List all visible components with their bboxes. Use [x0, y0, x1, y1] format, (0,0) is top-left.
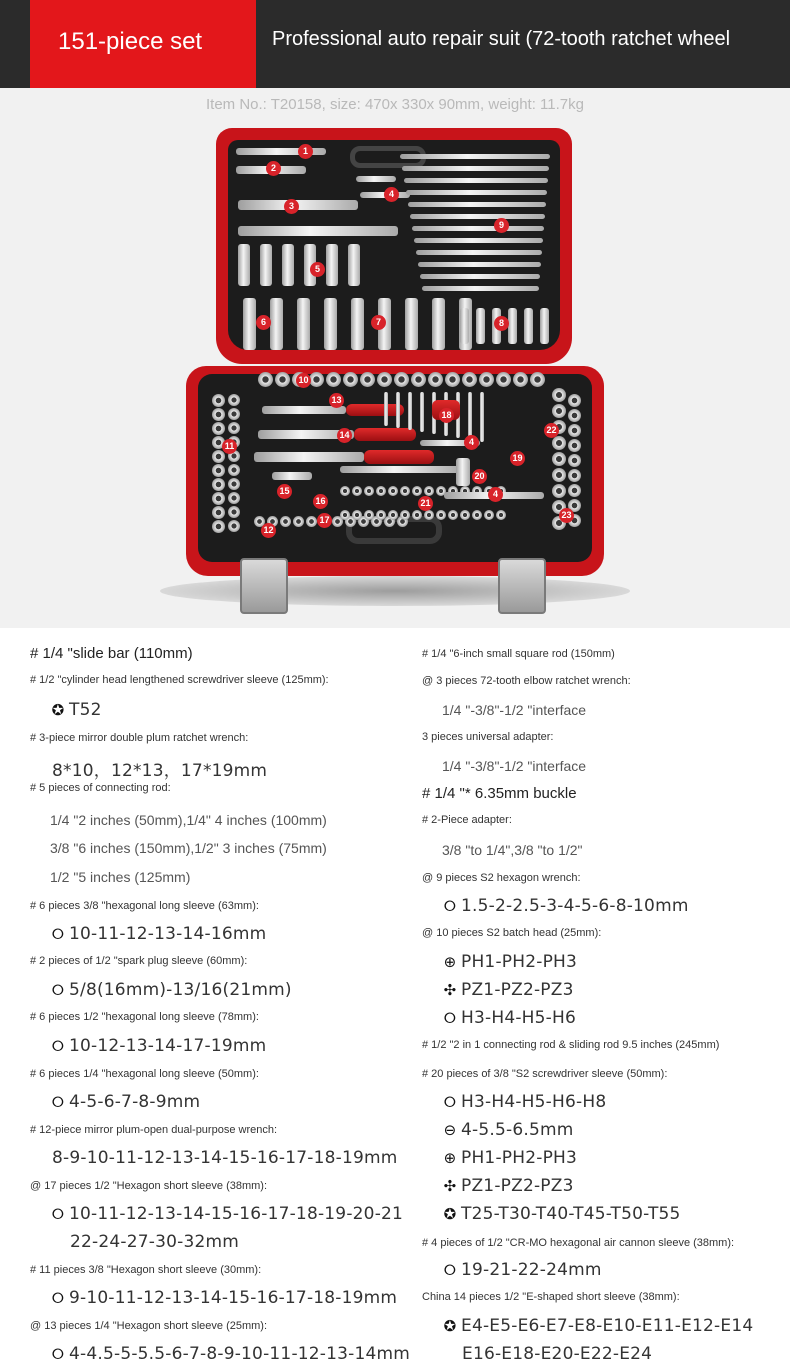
- list-item: [442, 1176, 574, 1196]
- bit-tool: [460, 510, 470, 520]
- combination-wrench-tool: [414, 238, 543, 243]
- item-text: 3/8 "to 1/4",3/8 "to 1/2": [442, 842, 583, 858]
- long-socket-tool: [508, 308, 517, 344]
- item-text: 1.5-2-2.5-3-4-5-6-8-10mm: [461, 896, 689, 916]
- piece-count-badge: 151-piece set: [30, 0, 256, 88]
- item-text: PZ1-PZ2-PZ3: [461, 980, 574, 1000]
- short-socket-tool: [212, 422, 225, 435]
- list-item: [50, 1092, 200, 1112]
- short-socket-tool: [212, 464, 225, 477]
- item-text: 5/8(16mm)-13/16(21mm): [69, 980, 292, 1000]
- short-socket-tool: [228, 464, 240, 476]
- item-text: E4-E5-E6-E7-E8-E10-E11-E12-E14: [461, 1316, 754, 1336]
- hex-socket-icon: ⭘: [51, 925, 65, 943]
- pozidriv-icon: ✣: [443, 1177, 457, 1195]
- callout-number: 4: [488, 487, 503, 502]
- list-heading: [30, 1320, 267, 1332]
- bit-tool: [340, 486, 350, 496]
- callout-number: 3: [284, 199, 299, 214]
- item-text: 8*10，12*13，17*19mm: [52, 761, 268, 781]
- long-socket-tool: [351, 298, 364, 350]
- short-socket-tool: [343, 372, 358, 387]
- short-socket-tool: [360, 372, 375, 387]
- callout-number: 10: [296, 373, 311, 388]
- bit-tool: [484, 510, 494, 520]
- list-item: [442, 980, 574, 1000]
- pozidriv-icon: ✣: [443, 981, 457, 999]
- adapter-tool: [356, 176, 396, 182]
- extension-bar-tool: [340, 466, 460, 473]
- list-item: [52, 756, 267, 781]
- list-item: [52, 1148, 398, 1168]
- short-socket-tool: [212, 394, 225, 407]
- list-item: [50, 980, 292, 1000]
- callout-number: 4: [384, 187, 399, 202]
- callout-number: 20: [472, 469, 487, 484]
- item-text: PH1-PH2-PH3: [461, 1148, 578, 1168]
- callout-number: 22: [544, 423, 559, 438]
- hex-socket-icon: ⭘: [51, 1205, 65, 1223]
- bit-tool: [400, 510, 410, 520]
- long-socket-tool: [476, 308, 485, 344]
- phillips-icon: ⊕: [443, 953, 457, 971]
- item-number-line: Item No.: T20158, size: 470x 330x 90mm, weight: 11.7kg: [206, 96, 584, 113]
- list-item: [442, 896, 689, 916]
- list-heading: [30, 1068, 259, 1080]
- short-socket-tool: [212, 478, 225, 491]
- callout-number: 14: [337, 428, 352, 443]
- hex-socket-icon: ⭘: [51, 1037, 65, 1055]
- long-socket-tool: [243, 298, 256, 350]
- callout-number: 11: [222, 439, 237, 454]
- combination-wrench-tool: [402, 166, 549, 171]
- callout-number: 23: [559, 508, 574, 523]
- item-text: @ 9 pieces S2 hexagon wrench:: [422, 872, 581, 884]
- short-socket-tool: [377, 372, 392, 387]
- bit-tool: [436, 510, 446, 520]
- item-text: # 1/2 "cylinder head lengthened screwdriver sleeve (125mm):: [30, 674, 329, 686]
- short-socket-tool: [552, 468, 566, 482]
- item-text: # 6 pieces 3/8 "hexagonal long sleeve (63mm):: [30, 900, 259, 912]
- item-text: 9-10-11-12-13-14-15-16-17-18-19mm: [69, 1288, 398, 1308]
- ratchet-grip: [354, 428, 416, 441]
- short-socket-tool: [212, 520, 225, 533]
- short-socket-tool: [228, 408, 240, 420]
- list-item: [442, 1008, 576, 1028]
- short-socket-tool: [552, 388, 566, 402]
- combination-wrench-tool: [418, 262, 541, 267]
- item-text: # 3-piece mirror double plum ratchet wrench:: [30, 732, 249, 744]
- callout-number: 19: [510, 451, 525, 466]
- short-socket-tool: [228, 520, 240, 532]
- item-text: H3-H4-H5-H6: [461, 1008, 576, 1028]
- callout-number: 21: [418, 496, 433, 511]
- bit-tool: [352, 510, 362, 520]
- combination-wrench-tool: [400, 154, 550, 159]
- short-socket-tool: [552, 436, 566, 450]
- short-socket-tool: [394, 372, 409, 387]
- list-item: [50, 1204, 403, 1224]
- item-text: 10-12-13-14-17-19mm: [69, 1036, 267, 1056]
- bit-tool: [364, 486, 374, 496]
- hex-socket-icon: ⭘: [443, 1093, 457, 1111]
- hex-socket-icon: ⭘: [443, 1261, 457, 1279]
- hex-socket-icon: ⭘: [51, 1289, 65, 1307]
- hex-socket-icon: ⭘: [443, 1009, 457, 1027]
- list-heading: [422, 872, 581, 884]
- short-socket-tool: [228, 506, 240, 518]
- bit-tool: [472, 510, 482, 520]
- long-socket-tool: [297, 298, 310, 350]
- long-socket-tool: [260, 244, 272, 286]
- short-socket-tool: [445, 372, 460, 387]
- short-socket-tool: [280, 516, 291, 527]
- long-socket-tool: [238, 244, 250, 286]
- combination-wrench-tool: [406, 190, 547, 195]
- item-text: 1/2 "5 inches (125mm): [50, 869, 191, 885]
- callout-number: 1: [298, 144, 313, 159]
- universal-joint-tool: [456, 458, 470, 486]
- item-text: # 2-Piece adapter:: [422, 814, 512, 826]
- torx-icon: ✪: [443, 1317, 457, 1335]
- short-socket-tool: [552, 452, 566, 466]
- short-socket-tool: [530, 372, 545, 387]
- list-heading: [30, 732, 248, 744]
- callout-number: 9: [494, 218, 509, 233]
- long-socket-tool: [282, 244, 294, 286]
- item-text: H3-H4-H5-H6-H8: [461, 1092, 607, 1112]
- item-text: 1/4 "-3/8"-1/2 "interface: [442, 758, 587, 774]
- list-item: [442, 1316, 753, 1336]
- short-socket-tool: [568, 469, 581, 482]
- long-socket-tool: [460, 308, 469, 344]
- item-text: 1/4 "-3/8"-1/2 "interface: [442, 702, 587, 718]
- item-text: @ 10 pieces S2 batch head (25mm):: [422, 927, 602, 939]
- list-heading: [30, 1264, 261, 1276]
- short-socket-tool: [568, 454, 581, 467]
- hex-socket-icon: ⭘: [443, 897, 457, 915]
- short-socket-tool: [568, 424, 581, 437]
- list-item: [50, 812, 327, 828]
- long-socket-tool: [324, 298, 337, 350]
- hex-key-tool: [468, 392, 472, 440]
- phillips-icon: ⊕: [443, 1149, 457, 1167]
- callout-number: 18: [439, 408, 454, 423]
- product-photo: [0, 88, 790, 628]
- long-socket-tool: [270, 298, 283, 350]
- list-item: [462, 1344, 652, 1364]
- short-socket-tool: [462, 372, 477, 387]
- list-heading: [30, 1124, 277, 1136]
- list-item: [442, 952, 577, 972]
- item-text: # 20 pieces of 3/8 "S2 screwdriver sleeve (50mm):: [422, 1068, 668, 1080]
- list-heading: [422, 785, 577, 802]
- list-heading: [30, 782, 171, 794]
- callout-number: 16: [313, 494, 328, 509]
- short-socket-tool: [568, 394, 581, 407]
- short-socket-tool: [212, 450, 225, 463]
- item-text: # 11 pieces 3/8 "Hexagon short sleeve (30mm):: [30, 1264, 262, 1276]
- hex-key-tool: [480, 392, 484, 442]
- callout-number: 13: [329, 393, 344, 408]
- long-socket-tool: [540, 308, 549, 344]
- short-socket-tool: [326, 372, 341, 387]
- short-socket-tool: [258, 372, 273, 387]
- product-title: Professional auto repair suit (72-tooth ratchet wheel: [272, 28, 731, 50]
- short-socket-tool: [212, 492, 225, 505]
- bit-tool: [352, 486, 362, 496]
- bit-tool: [400, 486, 410, 496]
- list-item: [50, 1288, 397, 1308]
- item-text: PH1-PH2-PH3: [461, 952, 578, 972]
- list-item: [442, 1148, 577, 1168]
- combination-wrench-tool: [416, 250, 542, 255]
- short-socket-tool: [228, 492, 240, 504]
- bit-tool: [496, 510, 506, 520]
- item-text: @ 3 pieces 72-tooth elbow ratchet wrench:: [422, 675, 631, 687]
- list-heading: [422, 1291, 680, 1303]
- list-item: [50, 700, 102, 720]
- ratchet-grip: [364, 450, 434, 464]
- combination-wrench-tool: [420, 274, 540, 279]
- item-text: # 4 pieces of 1/2 "CR-MO hexagonal air cannon sleeve (38mm):: [422, 1237, 735, 1249]
- callout-number: 2: [266, 161, 281, 176]
- item-text: # 1/4 "* 6.35mm buckle: [422, 785, 577, 802]
- list-heading: [422, 675, 631, 687]
- callout-number: 5: [310, 262, 325, 277]
- long-socket-tool: [348, 244, 360, 286]
- list-item: [442, 1092, 606, 1112]
- list-heading: [30, 1011, 259, 1023]
- list-item: [442, 758, 586, 774]
- short-socket-tool: [293, 516, 304, 527]
- short-socket-tool: [428, 372, 443, 387]
- short-socket-tool: [568, 484, 581, 497]
- item-text: 22-24-27-30-32mm: [70, 1232, 240, 1252]
- bit-tool: [388, 486, 398, 496]
- item-text: # 1/2 "2 in 1 connecting rod & sliding rod 9.5 inches (245mm): [422, 1039, 720, 1051]
- bit-tool: [376, 486, 386, 496]
- short-socket-tool: [513, 372, 528, 387]
- bit-tool: [364, 510, 374, 520]
- item-text: T25-T30-T40-T45-T50-T55: [461, 1204, 681, 1224]
- item-text: 3/8 "6 inches (150mm),1/2" 3 inches (75mm): [50, 840, 327, 856]
- short-socket-tool: [212, 408, 225, 421]
- list-heading: [30, 645, 193, 662]
- bit-tool: [388, 510, 398, 520]
- item-text: E16-E18-E20-E22-E24: [462, 1344, 653, 1364]
- list-heading: [422, 927, 601, 939]
- long-socket-tool: [405, 298, 418, 350]
- item-text: # 5 pieces of connecting rod:: [30, 782, 171, 794]
- list-item: [442, 1120, 573, 1140]
- list-heading: [30, 955, 247, 967]
- hex-key-tool: [408, 392, 412, 430]
- item-text: 3 pieces universal adapter:: [422, 731, 554, 743]
- hex-key-tool: [384, 392, 388, 426]
- short-socket-tool: [212, 506, 225, 519]
- item-text: 4-4.5-5-5.5-6-7-8-9-10-11-12-13-14mm: [69, 1344, 411, 1364]
- list-item: [442, 1204, 681, 1224]
- bit-tool: [448, 510, 458, 520]
- item-text: # 12-piece mirror plum-open dual-purpose wrench:: [30, 1124, 278, 1136]
- combination-wrench-tool: [412, 226, 544, 231]
- item-text: # 1/4 "slide bar (110mm): [30, 645, 193, 662]
- long-socket-tool: [326, 244, 338, 286]
- ratchet-wrench-tool: [238, 226, 398, 236]
- list-heading: [30, 900, 259, 912]
- list-item: [50, 1344, 410, 1364]
- item-text: T52: [69, 700, 102, 720]
- case-latch-left: [240, 558, 288, 614]
- item-text: # 2 pieces of 1/2 "spark plug sleeve (60mm):: [30, 955, 248, 967]
- short-socket-tool: [275, 372, 290, 387]
- bit-tool: [424, 486, 434, 496]
- bit-tool: [412, 510, 422, 520]
- bit-tool: [424, 510, 434, 520]
- combination-wrench-tool: [422, 286, 539, 291]
- short-socket-tool: [228, 394, 240, 406]
- short-socket-tool: [228, 478, 240, 490]
- long-socket-tool: [524, 308, 533, 344]
- item-text: 8-9-10-11-12-13-14-15-16-17-18-19mm: [52, 1148, 398, 1168]
- list-heading: [422, 1237, 734, 1249]
- list-heading: [30, 674, 329, 686]
- short-socket-tool: [309, 372, 324, 387]
- callout-number: 7: [371, 315, 386, 330]
- short-socket-tool: [552, 404, 566, 418]
- list-item: [70, 1232, 239, 1252]
- list-item: [50, 869, 190, 885]
- bit-tool: [412, 486, 422, 496]
- callout-number: 4: [464, 435, 479, 450]
- slotted-icon: ⊖: [443, 1121, 457, 1139]
- case-latch-right: [498, 558, 546, 614]
- long-socket-tool: [432, 298, 445, 350]
- short-socket-tool: [228, 422, 240, 434]
- item-text: 10-11-12-13-14-15-16-17-18-19-20-21: [69, 1204, 404, 1224]
- callout-number: 6: [256, 315, 271, 330]
- callout-number: 17: [317, 513, 332, 528]
- list-heading: [422, 1068, 667, 1080]
- list-heading: [422, 731, 553, 743]
- list-item: [442, 1260, 602, 1280]
- item-text: 10-11-12-13-14-16mm: [69, 924, 267, 944]
- torx-icon: ✪: [51, 701, 65, 719]
- short-socket-tool: [568, 409, 581, 422]
- list-item: [50, 1036, 266, 1056]
- item-text: China 14 pieces 1/2 "E-shaped short sleeve (38mm):: [422, 1291, 680, 1303]
- hex-key-tool: [396, 392, 400, 428]
- list-item: [442, 842, 583, 858]
- item-text: # 6 pieces 1/4 "hexagonal long sleeve (50mm):: [30, 1068, 259, 1080]
- item-text: # 6 pieces 1/2 "hexagonal long sleeve (78mm):: [30, 1011, 259, 1023]
- list-heading: [422, 814, 512, 826]
- list-item: [50, 924, 266, 944]
- bit-tool: [340, 510, 350, 520]
- list-item: [442, 702, 586, 718]
- callout-number: 8: [494, 316, 509, 331]
- list-heading: [422, 1039, 719, 1051]
- short-socket-tool: [306, 516, 317, 527]
- header-banner: [0, 0, 790, 88]
- ratchet-tool: [254, 452, 364, 462]
- bit-tool: [376, 510, 386, 520]
- short-socket-tool: [568, 439, 581, 452]
- hex-key-tool: [420, 392, 424, 432]
- hex-socket-icon: ⭘: [51, 1345, 65, 1363]
- list-heading: [422, 648, 615, 660]
- callout-number: 15: [277, 484, 292, 499]
- item-text: @ 13 pieces 1/4 "Hexagon short sleeve (25mm):: [30, 1320, 268, 1332]
- callout-number: 12: [261, 523, 276, 538]
- list-heading: [30, 1180, 267, 1192]
- item-text: # 1/4 "6-inch small square rod (150mm): [422, 648, 615, 660]
- short-socket-tool: [496, 372, 511, 387]
- case-shadow: [160, 576, 630, 606]
- item-text: 1/4 "2 inches (50mm),1/4" 4 inches (100mm): [50, 812, 327, 828]
- hex-socket-icon: ⭘: [51, 1093, 65, 1111]
- short-socket-tool: [479, 372, 494, 387]
- combination-wrench-tool: [410, 214, 545, 219]
- item-text: 19-21-22-24mm: [461, 1260, 602, 1280]
- list-item: [50, 840, 327, 856]
- item-text: PZ1-PZ2-PZ3: [461, 1176, 574, 1196]
- short-socket-tool: [411, 372, 426, 387]
- short-socket-tool: [552, 484, 566, 498]
- item-text: 4-5-6-7-8-9mm: [69, 1092, 201, 1112]
- hex-socket-icon: ⭘: [51, 981, 65, 999]
- item-text: 4-5.5-6.5mm: [461, 1120, 574, 1140]
- combination-wrench-tool: [408, 202, 546, 207]
- adapter-tool: [272, 472, 312, 480]
- torx-icon: ✪: [443, 1205, 457, 1223]
- combination-wrench-tool: [404, 178, 548, 183]
- item-text: @ 17 pieces 1/2 "Hexagon short sleeve (38mm):: [30, 1180, 268, 1192]
